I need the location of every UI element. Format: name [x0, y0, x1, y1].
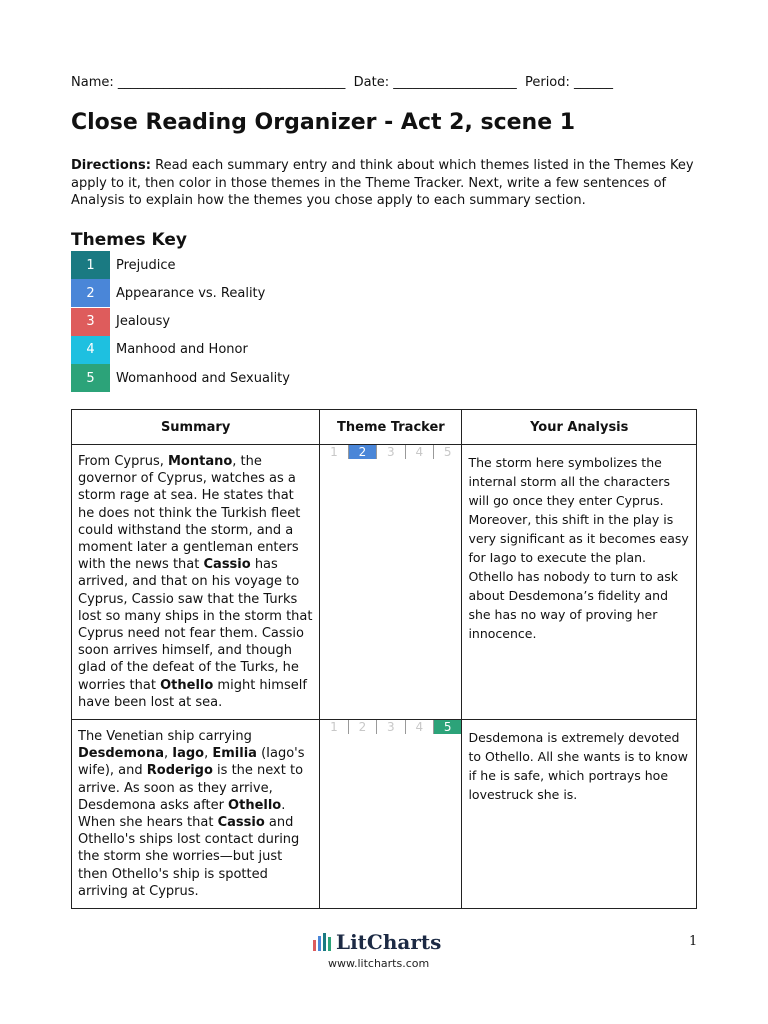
theme-number-swatch: 1 — [71, 251, 110, 279]
tracker-cell-1[interactable]: 1 — [330, 720, 338, 735]
page-number: 1 — [689, 934, 698, 949]
theme-label: Jealousy — [116, 314, 171, 330]
tracker-cell-3[interactable]: 3 — [376, 720, 404, 734]
character-name: Cassio — [203, 557, 251, 573]
summary-cell — [72, 445, 320, 720]
theme-key-item-manhood-and-honor — [71, 336, 290, 364]
directions-text: Read each summary entry and think about which themes listed in the Themes Key apply to it, then color in those themes in the Theme Tracker. Next, write a few sentences of Analysis to explain how the themes you chose apply to each summary section. — [71, 158, 694, 208]
theme-label: Manhood and Honor — [116, 342, 248, 358]
brand-name: LitCharts — [336, 930, 442, 954]
litcharts-logo — [313, 930, 441, 954]
tracker-cell-4[interactable]: 4 — [405, 445, 433, 459]
name-date-period-line: Name: ___________________________________ Date: ___________________ Period: ______ — [71, 75, 614, 90]
page-title: Close Reading Organizer - Act 2, scene 1 — [71, 110, 576, 135]
analysis-cell[interactable]: The storm here symbolizes the internal storm all the characters will go once they enter Cyprus. Moreover, this shift in the play is very significant as it becomes easy for Iago to execute the plan. Othello has nobody to turn to ask about Desdemona’s fidelity and she has no way of proving her innocence. — [462, 445, 697, 720]
organizer-table — [71, 409, 697, 909]
analysis-header: Your Analysis — [462, 410, 697, 445]
table-row — [72, 445, 697, 720]
character-name: Othello — [160, 677, 214, 693]
tracker-cell-2[interactable]: 2 — [348, 445, 376, 459]
logo-bar — [323, 933, 326, 951]
summary-text: , — [163, 746, 173, 762]
directions-label: Directions: — [71, 158, 151, 173]
theme-number-swatch: 4 — [71, 336, 110, 364]
summary-text: From Cyprus, — [78, 454, 168, 469]
tracker-cell-4[interactable]: 4 — [405, 720, 433, 734]
theme-label: Prejudice — [116, 257, 176, 273]
character-name: Montano — [167, 454, 233, 469]
summary-text: . When she hears that — [78, 797, 286, 831]
theme-number-swatch: 5 — [71, 364, 110, 392]
themes-key-list — [71, 251, 290, 392]
themes-key-title: Themes Key — [71, 230, 187, 250]
summary-text: The Venetian ship carrying — [78, 729, 252, 745]
theme-number-swatch: 2 — [71, 279, 110, 307]
theme-tracker-header: Theme Tracker — [320, 410, 462, 445]
tracker-cell-3[interactable]: 3 — [376, 445, 404, 459]
summary-text: (Iago's wife), and — [78, 746, 305, 779]
logo-bar — [328, 937, 331, 951]
summary-header: Summary — [72, 410, 320, 445]
summary-cell — [72, 720, 320, 909]
theme-key-item-jealousy — [71, 308, 290, 336]
logo-bar — [318, 936, 321, 951]
character-name: Desdemona — [78, 746, 164, 762]
character-name: Emilia — [212, 746, 257, 762]
theme-key-item-womanhood-and-sexuality — [71, 364, 290, 392]
logo-bar — [313, 940, 316, 951]
theme-tracker — [320, 720, 461, 734]
theme-label: Appearance vs. Reality — [116, 285, 266, 301]
summary-text: , the governor of Cyprus, watches as a storm rage at sea. He states that he does not think the Turkish fleet could withstand the storm, and a moment later a gentleman enters with the news that — [78, 454, 301, 573]
theme-tracker-cell — [320, 720, 462, 909]
analysis-cell[interactable]: Desdemona is extremely devoted to Othello. All she wants is to know if he is safe, which portrays hoe lovestruck she is. — [462, 720, 697, 909]
theme-number-swatch: 3 — [71, 308, 110, 336]
tracker-cell-1[interactable]: 1 — [330, 445, 338, 459]
table-header-row — [72, 410, 697, 445]
character-name: Roderigo — [146, 763, 213, 779]
character-name: Cassio — [217, 815, 265, 831]
directions — [71, 157, 701, 210]
summary-text: might himself have been lost at sea. — [78, 677, 307, 710]
theme-tracker — [320, 445, 461, 459]
summary-text: and Othello's ships lost contact during the storm she worries—but just then Othello's ship is spotted arriving at Cyprus. — [78, 815, 300, 899]
theme-key-item-prejudice — [71, 251, 290, 279]
footer-url[interactable]: www.litcharts.com — [328, 957, 430, 970]
logo-bars-icon — [313, 933, 331, 951]
summary-text: , — [204, 746, 213, 762]
tracker-cell-5[interactable]: 5 — [433, 720, 461, 734]
theme-label: Womanhood and Sexuality — [116, 370, 290, 386]
summary-text: has arrived, and that on his voyage to Cyprus, Cassio saw that the Turks lost so many ships in the storm that Cyprus need not fear them. Cassio soon arrives himself, and though glad of the defeat of the Turks, he worries that — [78, 557, 313, 693]
character-name: Othello — [228, 797, 282, 813]
theme-tracker-cell — [320, 445, 462, 720]
table-row — [72, 720, 697, 909]
character-name: Iago — [172, 746, 205, 762]
tracker-cell-2[interactable]: 2 — [348, 720, 376, 734]
tracker-cell-5[interactable]: 5 — [433, 445, 461, 459]
summary-text: is the next to arrive. As soon as they arrive, Desdemona asks after — [78, 763, 304, 813]
theme-key-item-appearance-vs-reality — [71, 279, 290, 307]
